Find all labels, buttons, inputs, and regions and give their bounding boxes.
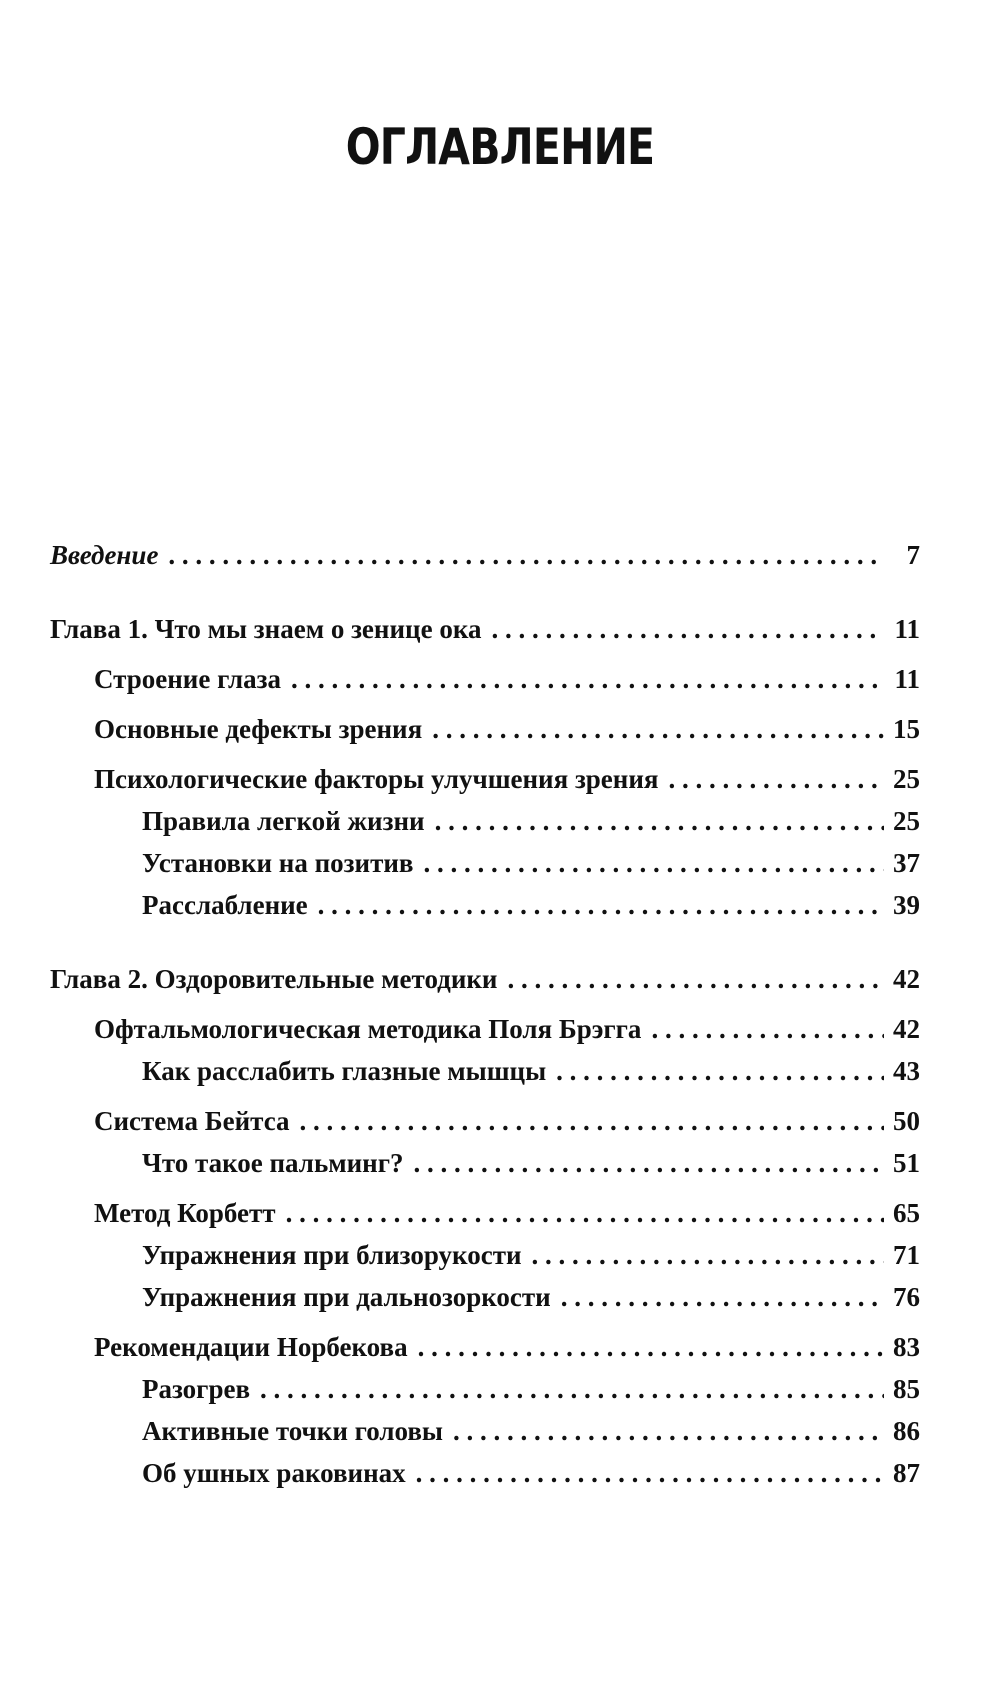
dot-leader xyxy=(508,962,885,996)
toc-entry-subsection[interactable] xyxy=(142,1054,920,1088)
toc-entry-label: Рекомендации Норбекова xyxy=(94,1332,408,1362)
toc-entry-label: Глава 1. Что мы знаем о зенице ока xyxy=(50,614,482,644)
toc-entry-subsection[interactable] xyxy=(142,1414,920,1448)
toc-entry-page: 87 xyxy=(893,1458,920,1488)
toc-entry-section[interactable] xyxy=(94,662,920,696)
toc-entry-page: 71 xyxy=(893,1240,920,1270)
toc-entry-page: 15 xyxy=(893,714,920,744)
toc-entry-label: Правила легкой жизни xyxy=(142,806,425,836)
toc-entry-page: 86 xyxy=(893,1416,920,1446)
dot-leader xyxy=(435,804,884,838)
toc-entry-subsection[interactable] xyxy=(142,1372,920,1406)
toc-entry-label: Основные дефекты зрения xyxy=(94,714,423,744)
dot-leader xyxy=(260,1372,884,1406)
toc-entry-label: Система Бейтса xyxy=(94,1106,290,1136)
toc-entry-page: 85 xyxy=(893,1374,920,1404)
dot-leader xyxy=(423,846,884,880)
toc-entry-page: 39 xyxy=(893,890,920,920)
toc-entry-page: 7 xyxy=(906,540,920,570)
dot-leader xyxy=(418,1330,884,1364)
toc-entry-subsection[interactable] xyxy=(142,1238,920,1272)
toc-entry-page: 43 xyxy=(893,1056,920,1086)
toc-entry-page: 42 xyxy=(893,1014,920,1044)
toc-entry-page: 11 xyxy=(894,614,920,644)
dot-leader xyxy=(651,1012,884,1046)
toc-entry-label: Глава 2. Оздоровительные методики xyxy=(50,964,498,994)
dot-leader xyxy=(286,1196,884,1230)
toc-entry-label: Что такое пальминг? xyxy=(142,1148,404,1178)
toc-entry-page: 65 xyxy=(893,1198,920,1228)
toc-entry-page: 51 xyxy=(893,1148,920,1178)
dot-leader xyxy=(669,762,884,796)
dot-leader xyxy=(556,1054,884,1088)
toc-entry-page: 11 xyxy=(894,664,920,694)
toc-entry-page: 37 xyxy=(893,848,920,878)
toc-entry-label: Психологические факторы улучшения зрения xyxy=(94,764,659,794)
toc-entry-subsection[interactable] xyxy=(142,1146,920,1180)
toc-entry-page: 25 xyxy=(893,806,920,836)
toc-entry-section[interactable] xyxy=(94,1012,920,1046)
dot-leader xyxy=(318,888,884,922)
dot-leader xyxy=(291,662,884,696)
toc-entry-section[interactable] xyxy=(94,1104,920,1138)
dot-leader xyxy=(300,1104,884,1138)
toc-entry-page: 25 xyxy=(893,764,920,794)
toc-entry-subsection[interactable] xyxy=(142,1456,920,1490)
toc-entry-chapter-1[interactable] xyxy=(50,612,920,646)
toc-entry-page: 50 xyxy=(893,1106,920,1136)
dot-leader xyxy=(453,1414,884,1448)
toc-entry-label: Упражнения при дальнозоркости xyxy=(142,1282,551,1312)
toc-entry-section[interactable] xyxy=(94,1330,920,1364)
toc-entry-page: 76 xyxy=(893,1282,920,1312)
dot-leader xyxy=(561,1280,884,1314)
dot-leader xyxy=(416,1456,884,1490)
toc-entry-label: Расслабление xyxy=(142,890,308,920)
toc-entry-label: Офтальмологическая методика Поля Брэгга xyxy=(94,1014,642,1044)
toc-entry-label: Как расслабить глазные мышцы xyxy=(142,1056,547,1086)
toc-entry-label: Упражнения при близорукости xyxy=(142,1240,522,1270)
toc-entry-label: Установки на позитив xyxy=(142,848,414,878)
dot-leader xyxy=(491,612,884,646)
toc-entry-subsection[interactable] xyxy=(142,804,920,838)
toc-entry-label: Разогрев xyxy=(142,1374,251,1404)
toc-entry-label: Метод Корбетт xyxy=(94,1198,276,1228)
dot-leader xyxy=(168,538,884,572)
toc-entry-section[interactable] xyxy=(94,762,920,796)
toc-entry-subsection[interactable] xyxy=(142,846,920,880)
toc-entry-section[interactable] xyxy=(94,712,920,746)
toc-entry-section[interactable] xyxy=(94,1196,920,1230)
toc-entry-page: 83 xyxy=(893,1332,920,1362)
toc-entry-subsection[interactable] xyxy=(142,1280,920,1314)
toc-entry-label: Активные точки головы xyxy=(142,1416,443,1446)
dot-leader xyxy=(532,1238,884,1272)
page-title: ОГЛАВЛЕНИЕ xyxy=(345,118,655,176)
toc-entry-introduction[interactable] xyxy=(50,538,920,572)
toc-entry-label: Введение xyxy=(50,540,159,570)
toc-entry-label: Об ушных раковинах xyxy=(142,1458,406,1488)
toc-entry-chapter-2[interactable] xyxy=(50,962,920,996)
toc-entry-label: Строение глаза xyxy=(94,664,281,694)
toc-entry-subsection[interactable] xyxy=(142,888,920,922)
dot-leader xyxy=(413,1146,884,1180)
dot-leader xyxy=(432,712,884,746)
toc-entry-page: 42 xyxy=(893,964,920,994)
